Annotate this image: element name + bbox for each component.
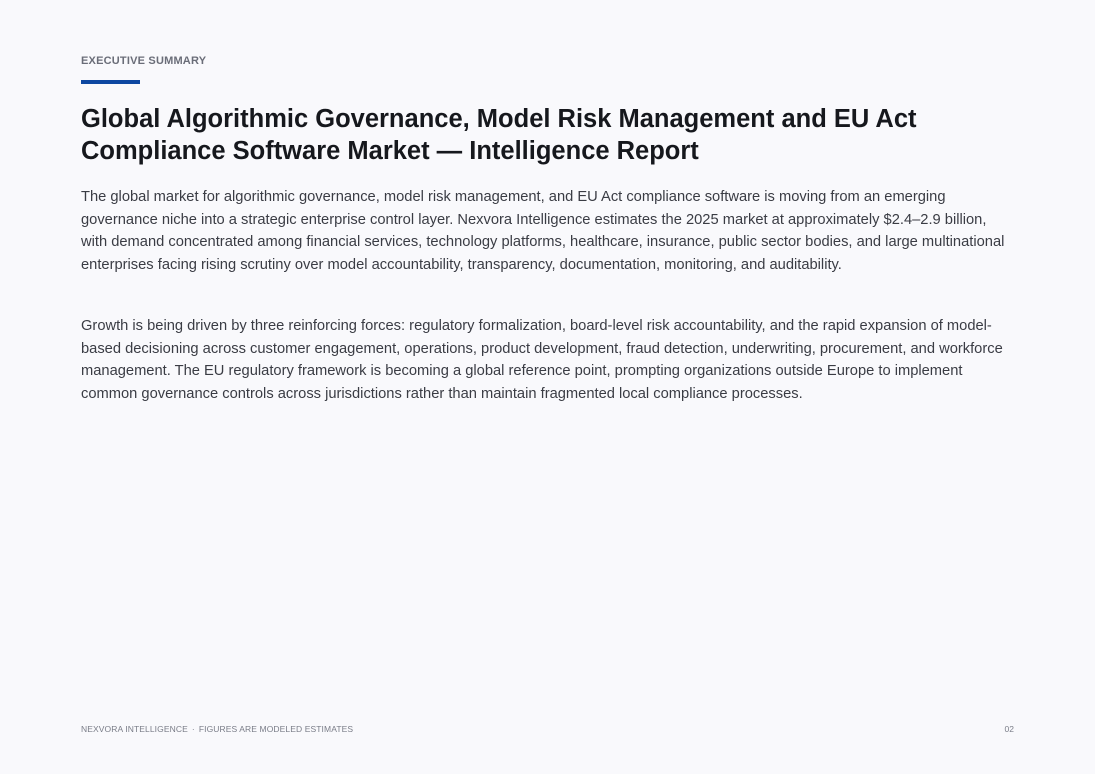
page-title: Global Algorithmic Governance, Model Risk Management and EU Act Compliance Software Market — Intelligence Report <box>81 105 917 165</box>
summary-paragraph-1: The global market for algorithmic governance, model risk management, and EU Act compliance software is moving from an emerging governance niche into a strategic enterprise control layer. Nexvora Intelligence estimates the 2025 market at approximately $2.4–2.9 billion, with demand concentrated among financial services, technology platforms, healthcare, insurance, public sector bodies, and large multinational enterprises facing rising scrutiny over model accountability, transparency, documentation, monitoring, and auditability. <box>81 189 1005 273</box>
footer-separator: · <box>191 724 195 734</box>
report-page <box>81 0 1015 774</box>
footer-brand: NEXVORA INTELLIGENCE <box>81 724 188 734</box>
footer-note: FIGURES ARE MODELED ESTIMATES <box>198 724 354 734</box>
accent-bar <box>81 80 140 84</box>
page-number: 02 <box>1004 724 1014 734</box>
summary-paragraph-2: Growth is being driven by three reinforcing forces: regulatory formalization, board-level risk accountability, and the rapid expansion of model-based decisioning across customer engagement, operations, product development, fraud detection, underwriting, procurement, and workforce management. The EU regulatory framework is becoming a global reference point, prompting organizations outside Europe to implement common governance controls across jurisdictions rather than maintain fragmented local compliance processes. <box>81 318 1003 402</box>
section-kicker: EXECUTIVE SUMMARY <box>81 55 207 67</box>
footer-credit <box>81 724 353 734</box>
